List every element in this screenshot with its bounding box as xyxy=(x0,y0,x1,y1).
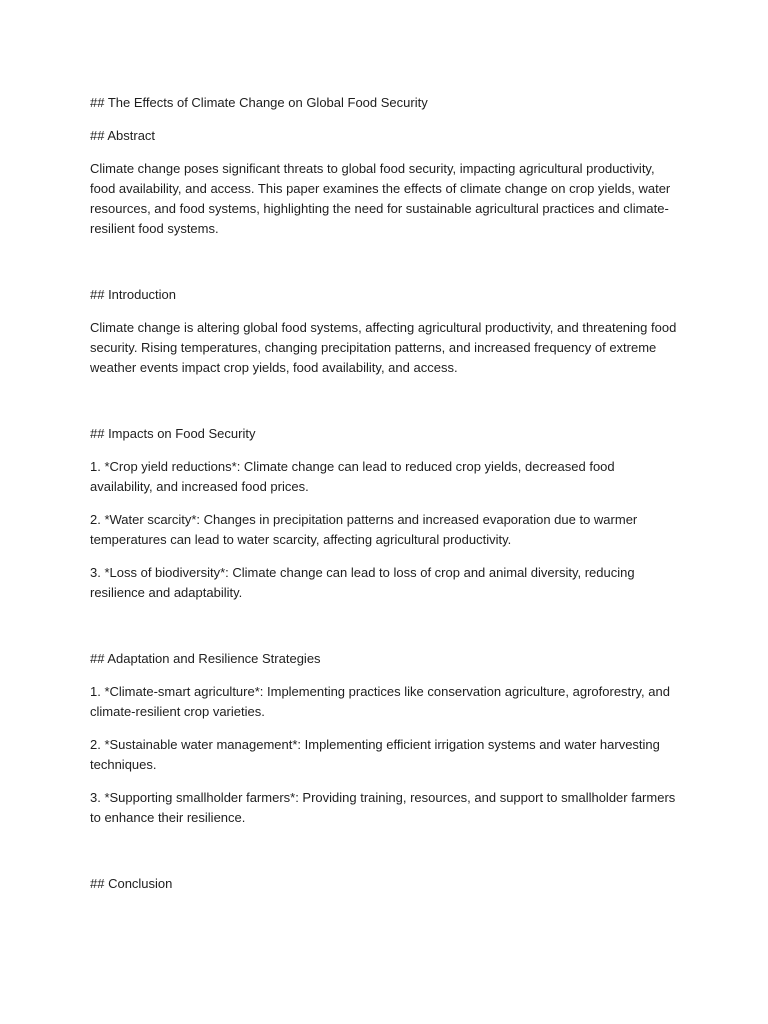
abstract-heading: ## Abstract xyxy=(90,128,156,143)
impacts-item-crop-yield: 1. *Crop yield reductions*: Climate change can lead to reduced crop yields, decreased food availability, and increased food prices. xyxy=(90,459,615,494)
impacts-item-water-scarcity: 2. *Water scarcity*: Changes in precipitation patterns and increased evaporation due to warmer temperatures can lead to water scarcity, affecting agricultural productivity. xyxy=(90,512,638,547)
introduction-heading: ## Introduction xyxy=(90,287,177,302)
introduction-text: Climate change is altering global food systems, affecting agricultural productivity, and threatening food security. Rising temperatures, changing precipitation patterns, and increased frequency of extreme weather events impact crop yields, food availability, and access. xyxy=(90,320,677,375)
impacts-heading: ## Impacts on Food Security xyxy=(90,426,256,441)
impacts-item-biodiversity: 3. *Loss of biodiversity*: Climate change can lead to loss of crop and animal diversity, reducing resilience and adaptability. xyxy=(90,565,635,600)
adaptation-heading: ## Adaptation and Resilience Strategies xyxy=(90,651,321,666)
adaptation-item-water-management: 2. *Sustainable water management*: Implementing efficient irrigation systems and water harvesting techniques. xyxy=(90,737,660,772)
adaptation-item-climate-smart: 1. *Climate-smart agriculture*: Implementing practices like conservation agriculture, agroforestry, and climate-resilient crop varieties. xyxy=(90,684,670,719)
adaptation-item-smallholder: 3. *Supporting smallholder farmers*: Providing training, resources, and support to smallholder farmers to enhance their resilience. xyxy=(90,790,676,825)
document-title: ## The Effects of Climate Change on Global Food Security xyxy=(90,95,428,110)
abstract-text: Climate change poses significant threats to global food security, impacting agricultural productivity, food availability, and access. This paper examines the effects of climate change on crop yields, water resources, and food systems, highlighting the need for sustainable agricultural practices and climate-resilient food systems. xyxy=(90,161,671,236)
document-body xyxy=(90,93,680,907)
conclusion-heading: ## Conclusion xyxy=(90,876,173,891)
